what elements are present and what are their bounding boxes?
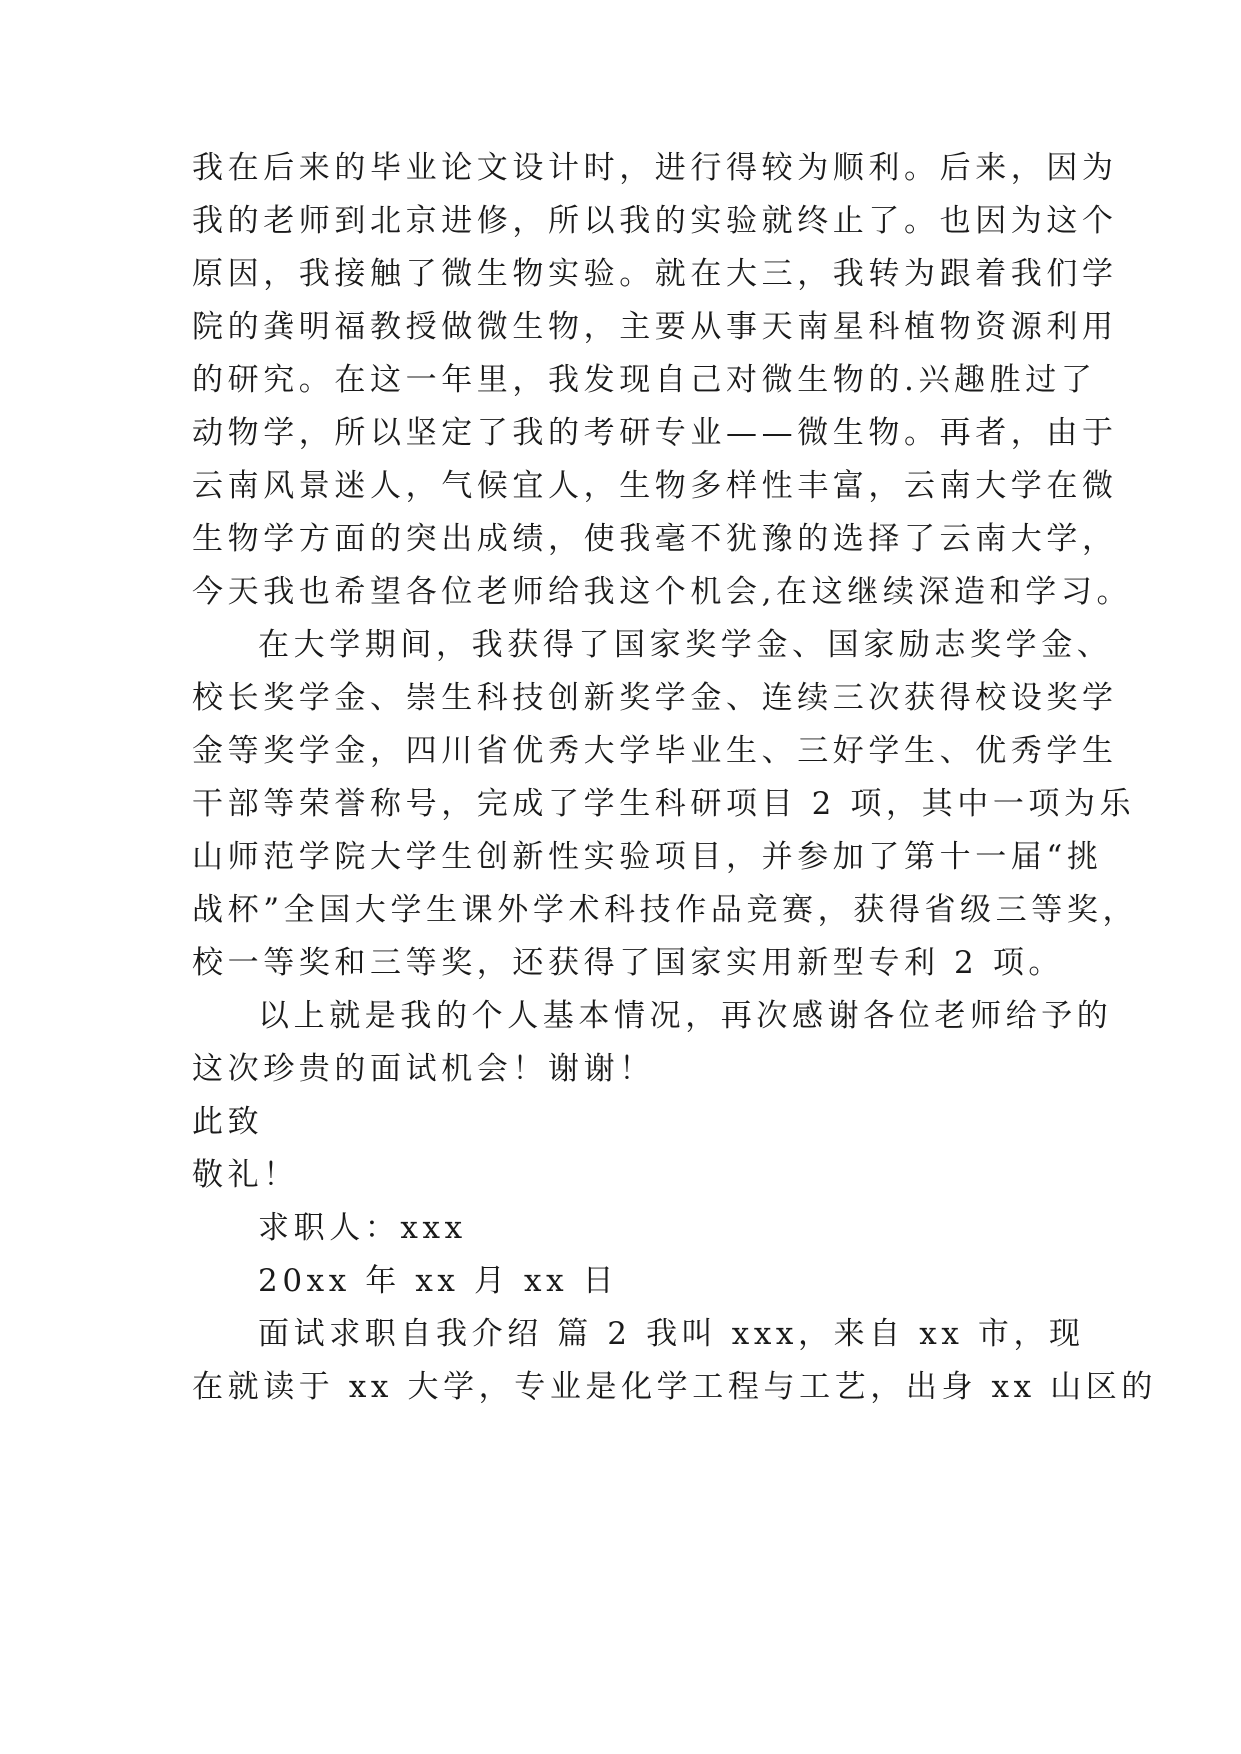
text-line: 生物学方面的突出成绩，使我毫不犹豫的选择了云南大学，: [192, 521, 1118, 557]
text-line: 校长奖学金、崇生科技创新奖学金、连续三次获得校设奖学: [192, 680, 1118, 716]
text-line: 动物学，所以坚定了我的考研专业——微生物。再者，由于: [192, 415, 1118, 451]
text-line: 干部等荣誉称号，完成了学生科研项目 2 项，其中一项为乐: [192, 786, 1136, 822]
applicant-signature: 求职人：xxx: [258, 1210, 467, 1246]
text-line: 战杯”全国大学生课外学术科技作品竞赛，获得省级三等奖，: [192, 892, 1139, 928]
text-line: 我的老师到北京进修，所以我的实验就终止了。也因为这个: [192, 203, 1118, 239]
text-line: 院的龚明福教授做微生物，主要从事天南星科植物资源利用: [192, 309, 1118, 345]
text-line: 校一等奖和三等奖，还获得了国家实用新型专利 2 项。: [192, 945, 1065, 981]
section-heading-line: 面试求职自我介绍 篇 2 我叫 xxx，来自 xx 市，现: [258, 1316, 1085, 1352]
letter-date: 20xx 年 xx 月 xx 日: [258, 1263, 619, 1299]
text-line: 金等奖学金，四川省优秀大学毕业生、三好学生、优秀学生: [192, 733, 1118, 769]
text-line: 山师范学院大学生创新性实验项目，并参加了第十一届“挑: [192, 839, 1103, 875]
closing-salutation: 此致: [192, 1104, 264, 1140]
closing-regards: 敬礼！: [192, 1157, 299, 1193]
text-line: 原因，我接触了微生物实验。就在大三，我转为跟着我们学: [192, 256, 1118, 292]
paragraph-start-line: 以上就是我的个人基本情况，再次感谢各位老师给予的: [258, 998, 1113, 1034]
paragraph-start-line: 在大学期间，我获得了国家奖学金、国家励志奖学金、: [258, 627, 1113, 663]
text-line: 的研究。在这一年里，我发现自己对微生物的.兴趣胜过了: [192, 362, 1097, 398]
text-line: 在就读于 xx 大学，专业是化学工程与工艺，出身 xx 山区的: [192, 1369, 1157, 1405]
text-line: 今天我也希望各位老师给我这个机会,在这继续深造和学习。: [192, 574, 1133, 610]
text-line: 云南风景迷人，气候宜人，生物多样性丰富，云南大学在微: [192, 468, 1118, 504]
text-line: 我在后来的毕业论文设计时，进行得较为顺利。后来，因为: [192, 150, 1118, 186]
text-line: 这次珍贵的面试机会！谢谢！: [192, 1051, 655, 1087]
